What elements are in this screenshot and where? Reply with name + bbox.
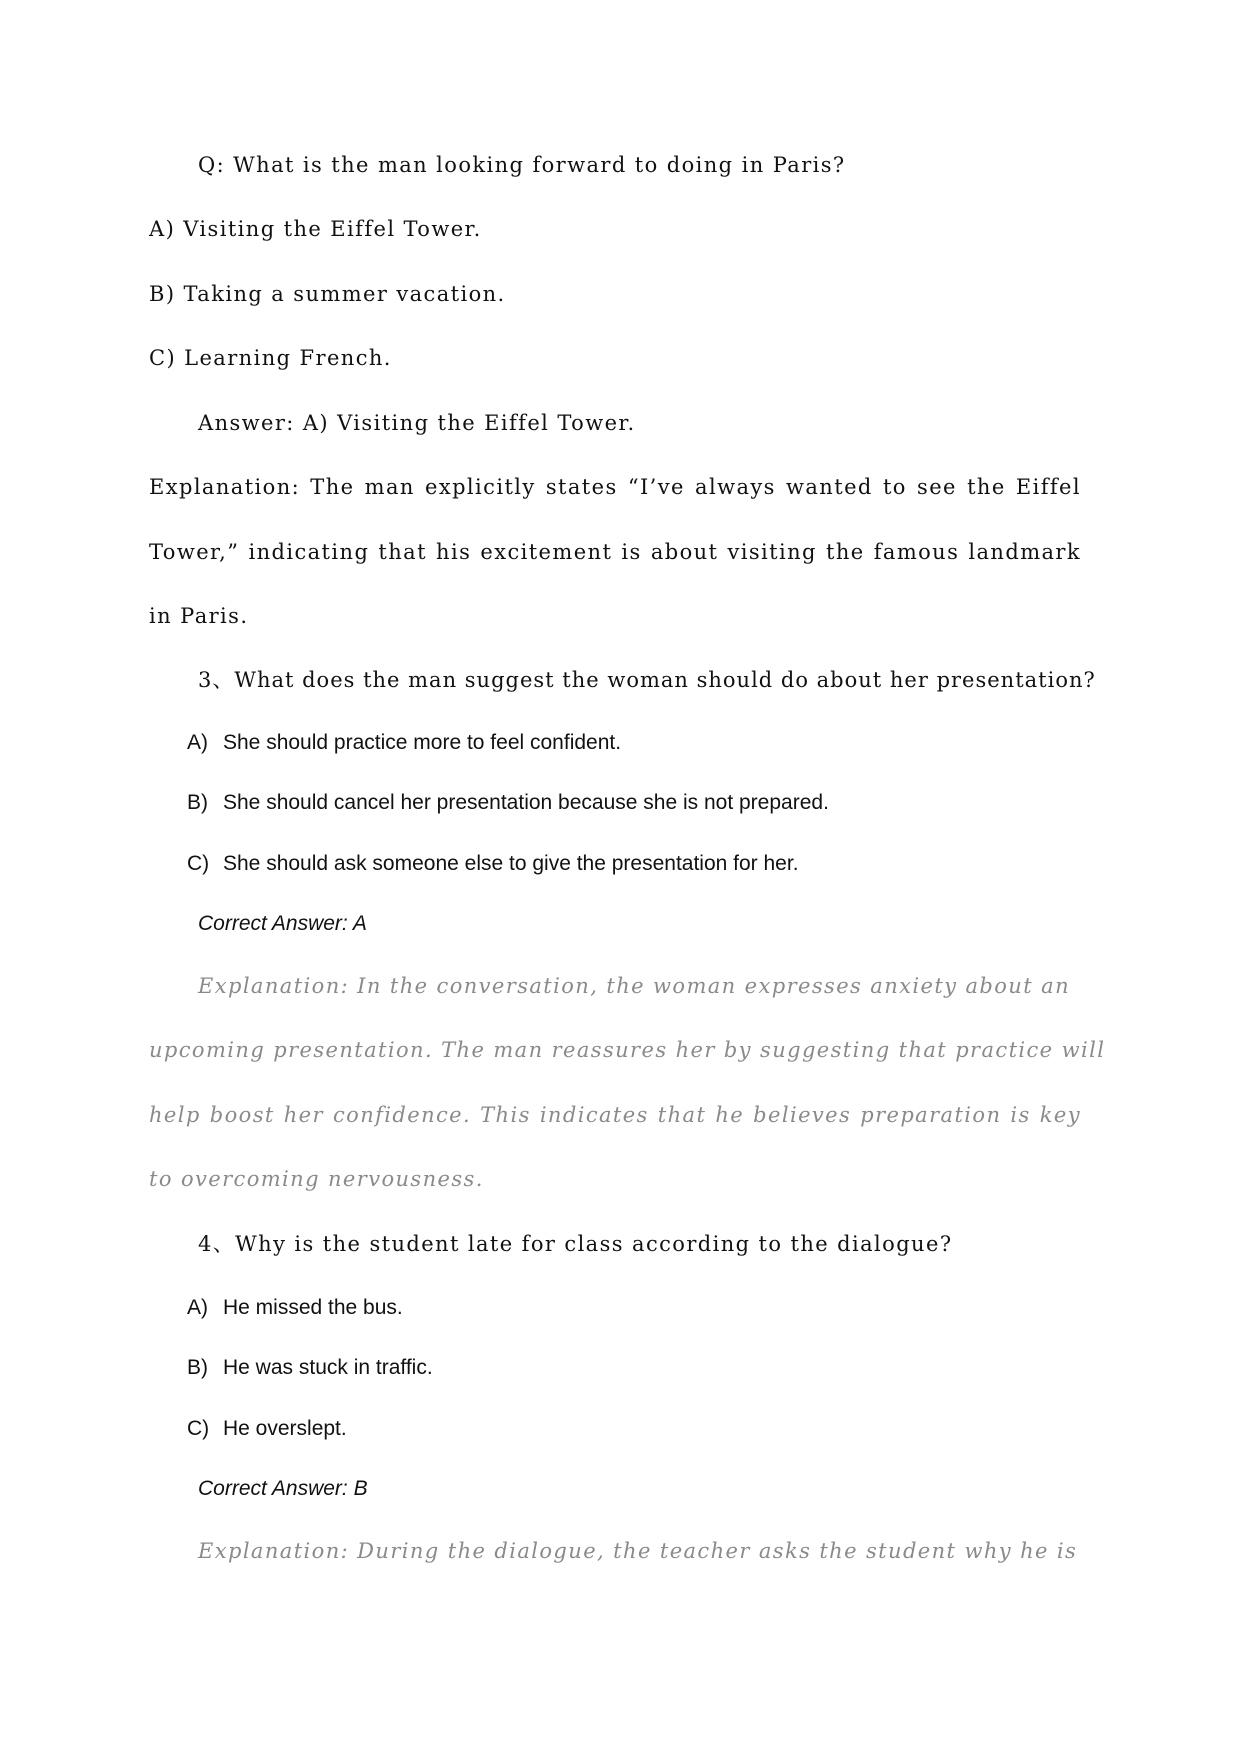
option-c: [187, 853, 799, 874]
explanation-line: to overcoming nervousness.: [149, 1167, 484, 1191]
option-marker: B): [187, 791, 208, 814]
answer-line: Answer: A) Visiting the Eiffel Tower.: [198, 411, 636, 435]
option-marker: C): [187, 852, 210, 875]
option-text: He was stuck in traffic.: [223, 1356, 433, 1379]
correct-answer: Correct Answer: A: [198, 912, 367, 935]
option-text: He missed the bus.: [223, 1296, 403, 1319]
option-a: [187, 732, 621, 753]
option-a: A) Visiting the Eiffel Tower.: [149, 217, 482, 241]
explanation-line: Tower,” indicating that his excitement is about visiting the famous landmark: [149, 540, 1081, 564]
option-b: [187, 792, 829, 813]
option-marker: A): [187, 1296, 208, 1319]
correct-answer: Correct Answer: B: [198, 1477, 368, 1500]
option-b: [187, 1357, 433, 1378]
option-a: [187, 1297, 403, 1318]
option-c: [187, 1418, 347, 1439]
explanation-line: Explanation: During the dialogue, the teacher asks the student why he is: [198, 1539, 1078, 1563]
question-3-text: 3、What does the man suggest the woman should do about her presentation?: [198, 668, 1096, 692]
option-c: C) Learning French.: [149, 346, 392, 370]
option-text: She should practice more to feel confident.: [223, 731, 622, 754]
explanation-line: upcoming presentation. The man reassures her by suggesting that practice will: [149, 1038, 1106, 1062]
option-marker: A): [187, 731, 208, 754]
explanation-line: in Paris.: [149, 604, 249, 628]
option-text: He overslept.: [223, 1417, 347, 1440]
explanation-line: Explanation: The man explicitly states “I’ve always wanted to see the Eiffel: [149, 475, 1081, 499]
question-2-text: Q: What is the man looking forward to doing in Paris?: [198, 153, 846, 177]
option-marker: C): [187, 1417, 210, 1440]
option-text: She should cancel her presentation because she is not prepared.: [223, 791, 829, 814]
option-text: She should ask someone else to give the presentation for her.: [223, 852, 799, 875]
explanation-line: help boost her confidence. This indicates that he believes preparation is key: [149, 1103, 1081, 1127]
option-b: B) Taking a summer vacation.: [149, 282, 506, 306]
option-marker: B): [187, 1356, 208, 1379]
question-4-text: 4、Why is the student late for class according to the dialogue?: [198, 1232, 953, 1256]
explanation-line: Explanation: In the conversation, the woman expresses anxiety about an: [198, 974, 1070, 998]
